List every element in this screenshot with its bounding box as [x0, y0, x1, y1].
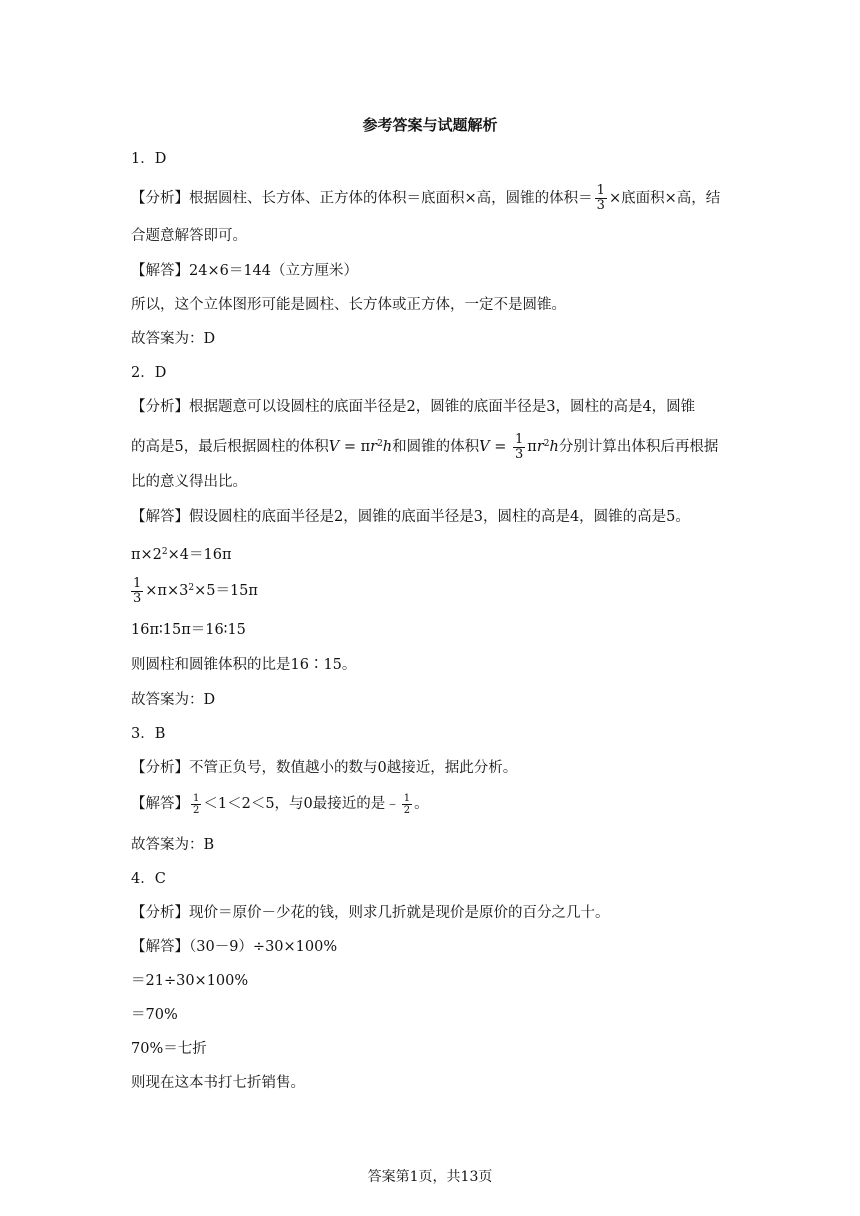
q2-calc2-b: ×5＝15π [194, 583, 258, 599]
q3-solution [131, 790, 429, 818]
q3-fraction-1 [191, 793, 201, 816]
q2-calc2-exp: 2 [188, 583, 195, 593]
q2-analysis-text-b3: 分别计算出体积后再根据 [558, 439, 719, 455]
q2-analysis: 【分析】根据题意可以设圆柱的底面半径是2，圆锥的底面半径是3，圆柱的高是4，圆锥 [131, 399, 696, 415]
q2-analysis-text-b1: 的高是5，最后根据圆柱的体积 [131, 439, 329, 455]
q2-formula2-pi: π [527, 439, 537, 455]
q2-calc2-den: 3 [133, 590, 142, 606]
q3-fraction-2 [402, 793, 412, 816]
q4-analysis: 【分析】现价＝原价－少花的钱，则求几折就是现价是原价的百分之几十。 [131, 905, 610, 921]
q3-heading: 3．B [131, 726, 166, 742]
q2-heading: 2．D [131, 365, 167, 381]
q2-solution: 【解答】假设圆柱的底面半径是2，圆锥的底面半径是3，圆柱的高是4，圆锥的高是5。 [131, 509, 690, 525]
page-title: 参考答案与试题解析 [362, 116, 498, 134]
q2-formula2-fraction [513, 433, 525, 462]
q2-calc-1 [131, 542, 232, 565]
q1-analysis-text-b: ×底面积×高，结 [608, 190, 721, 207]
q2-formula2-r: r [536, 439, 544, 455]
q2-formula1-eq: = π [339, 439, 371, 455]
q2-formula2-eq: = [489, 439, 511, 455]
q2-formula2-den: 3 [515, 446, 524, 462]
q2-formula2-h: h [549, 439, 559, 455]
q1-reasoning: 所以，这个立体图形可能是圆柱、长方体或正方体，一定不是圆锥。 [131, 297, 566, 313]
q3-solution-end: 。 [414, 796, 429, 812]
q4-step-3: 70%＝七折 [131, 1041, 207, 1057]
q4-step-2: ＝70% [131, 1007, 178, 1023]
q1-answer: 故答案为：D [131, 331, 216, 347]
q1-solution: 【解答】24×6＝144（立方厘米） [131, 263, 359, 279]
q2-calc2-num: 1 [133, 575, 142, 591]
q2-formula2-v: V [479, 439, 490, 455]
q1-fraction-num: 1 [596, 183, 605, 198]
q2-conclusion: 则圆柱和圆锥体积的比是16∶15。 [131, 657, 357, 673]
q3-frac2-den: 2 [403, 804, 411, 816]
q2-formula1-h: h [382, 439, 393, 455]
q3-frac1-den: 2 [193, 804, 200, 816]
q3-solution-label: 【解答】 [131, 796, 189, 812]
q2-formula2-num: 1 [515, 431, 524, 447]
q3-analysis: 【分析】不管正负号，数值越小的数与0越接近，据此分析。 [131, 760, 518, 776]
q2-formula1-exp: 2 [377, 439, 383, 449]
q3-frac1-num: 1 [193, 792, 200, 804]
q1-fraction-den: 3 [596, 198, 605, 213]
q1-analysis [131, 184, 720, 213]
q2-calc1-a: π×2 [131, 547, 162, 563]
q3-solution-mid: ＜1＜2＜5，与0最接近的是﹣ [203, 796, 400, 812]
q4-heading: 4．C [131, 871, 166, 887]
q2-calc-2 [131, 574, 258, 606]
q2-analysis-text-b2: 和圆锥的体积 [392, 439, 480, 455]
q2-formula1-r: r [370, 439, 378, 455]
q4-solution: 【解答】（30－9）÷30×100% [131, 939, 338, 955]
q2-calc-3: 16π∶15π＝16∶15 [131, 622, 246, 638]
q3-frac2-num: 1 [403, 792, 411, 804]
q2-calc2-fraction [131, 577, 143, 606]
q2-formula2-exp: 2 [543, 439, 550, 449]
q2-calc1-exp: 2 [161, 547, 168, 557]
q1-heading: 1．D [131, 151, 167, 167]
q2-answer: 故答案为：D [131, 692, 216, 708]
page-footer: 答案第1页，共13页 [367, 1169, 493, 1185]
q2-analysis-cont: 比的意义得出比。 [131, 474, 247, 490]
q3-answer: 故答案为：B [131, 837, 215, 853]
q1-analysis-cont: 合题意解答即可。 [131, 228, 247, 244]
q4-step-1: ＝21÷30×100% [131, 973, 249, 989]
q2-calc1-b: ×4＝16π [167, 547, 232, 563]
q1-fraction [595, 184, 607, 213]
q1-analysis-text-a: 【分析】根据圆柱、长方体、正方体的体积＝底面积×高，圆锥的体积＝ [131, 190, 593, 207]
q2-calc2-a: ×π×3 [145, 583, 189, 599]
q2-analysis-formulas [131, 430, 718, 462]
q4-conclusion: 则现在这本书打七折销售。 [131, 1075, 305, 1091]
q2-formula1-v: V [328, 439, 340, 455]
